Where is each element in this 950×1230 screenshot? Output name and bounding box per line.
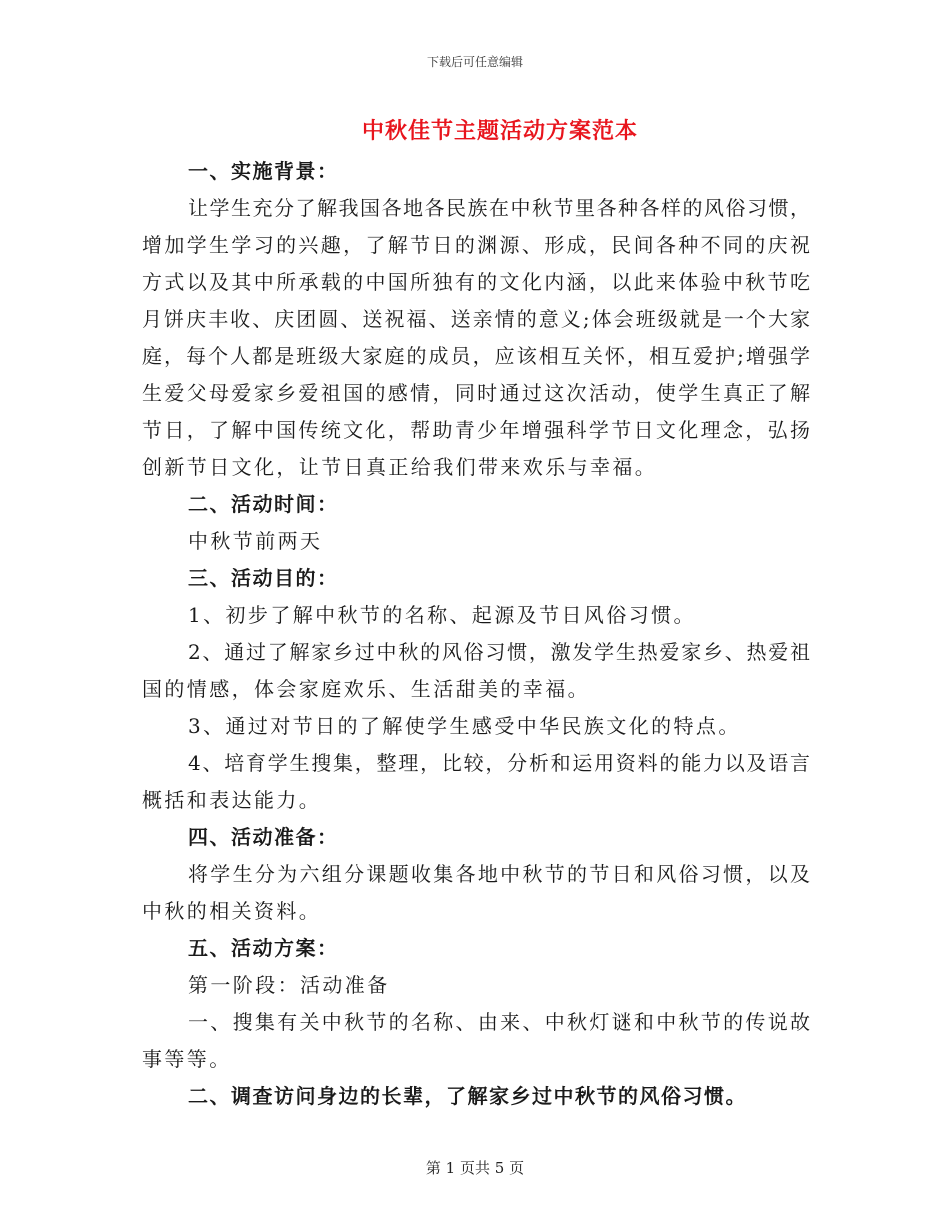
body-text-line: 国的情感，体会家庭欢乐、生活甜美的幸福。 bbox=[142, 677, 590, 701]
body-text-line: 2、通过了解家乡过中秋的风俗习惯，激发学生热爱家乡、热爱祖 bbox=[188, 640, 810, 664]
body-text-line: 庭，每个人都是班级大家庭的成员，应该相互关怀，相互爱护;增强学 bbox=[142, 344, 810, 368]
body-text-line: 让学生充分了解我国各地各民族在中秋节里各种各样的风俗习惯， bbox=[188, 196, 810, 220]
body-text-line: 中秋节前两天 bbox=[188, 529, 323, 553]
section-heading: 一、实施背景： bbox=[188, 159, 339, 183]
body-text-line: 概括和表达能力。 bbox=[142, 788, 322, 812]
section-heading: 二、调查访问身边的长辈，了解家乡过中秋节的风俗习惯。 bbox=[188, 1084, 747, 1108]
document-body bbox=[142, 153, 810, 1115]
page-footer: 第 1 页共 5 页 bbox=[425, 1159, 525, 1177]
section-heading: 五、活动方案： bbox=[188, 936, 339, 960]
section-heading: 三、活动目的： bbox=[188, 566, 339, 590]
body-text-line: 节日，了解中国传统文化，帮助青少年增强科学节日文化理念，弘扬 bbox=[142, 418, 810, 442]
body-text-line: 第一阶段：活动准备 bbox=[188, 973, 390, 997]
body-text-line: 创新节日文化，让节日真正给我们带来欢乐与幸福。 bbox=[142, 455, 658, 479]
body-text-line: 生爱父母爱家乡爱祖国的感情，同时通过这次活动，使学生真正了解 bbox=[142, 381, 810, 405]
body-text-line: 方式以及其中所承载的中国所独有的文化内涵，以此来体验中秋节吃 bbox=[142, 270, 810, 294]
header-note: 下载后可任意编辑 bbox=[426, 55, 523, 69]
section-heading: 四、活动准备： bbox=[188, 825, 339, 849]
body-text-line: 一、搜集有关中秋节的名称、由来、中秋灯谜和中秋节的传说故 bbox=[188, 1010, 810, 1034]
body-text-line: 4、培育学生搜集，整理，比较，分析和运用资料的能力以及语言 bbox=[188, 751, 810, 775]
section-heading: 二、活动时间： bbox=[188, 492, 339, 516]
body-text-line: 月饼庆丰收、庆团圆、送祝福、送亲情的意义;体会班级就是一个大家 bbox=[142, 307, 810, 331]
body-text-line: 中秋的相关资料。 bbox=[142, 899, 322, 923]
body-text-line: 增加学生学习的兴趣，了解节日的渊源、形成，民间各种不同的庆祝 bbox=[142, 233, 810, 257]
body-text-line: 3、通过对节日的了解使学生感受中华民族文化的特点。 bbox=[188, 714, 741, 738]
body-text-line: 事等等。 bbox=[142, 1047, 232, 1071]
document-title: 中秋佳节主题活动方案范本 bbox=[361, 118, 638, 144]
body-text-line: 1、初步了解中秋节的名称、起源及节日风俗习惯。 bbox=[188, 603, 696, 627]
body-text-line: 将学生分为六组分课题收集各地中秋节的节日和风俗习惯，以及 bbox=[188, 862, 810, 886]
